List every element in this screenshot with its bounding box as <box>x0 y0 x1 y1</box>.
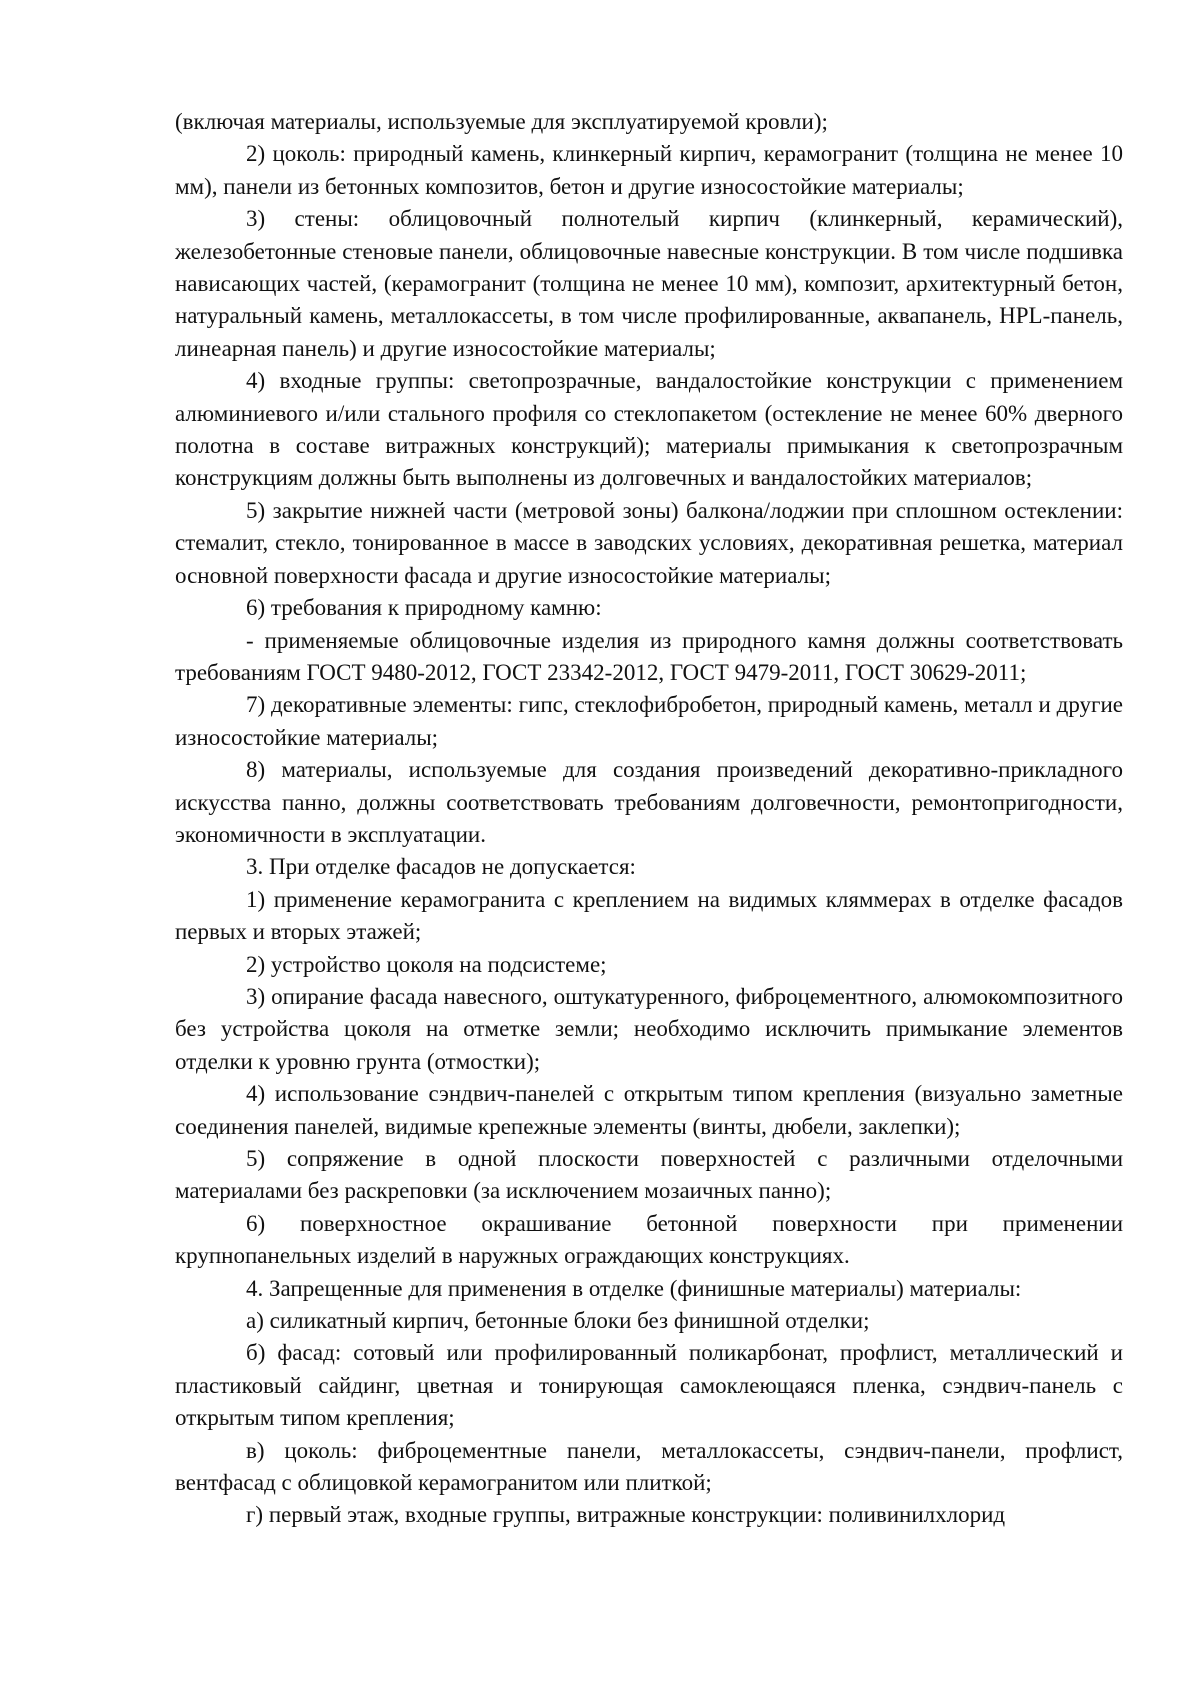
paragraph-balcony-closure: 5) закрытие нижней части (метровой зоны) балкона/лоджии при сплошном остеклении: стемалит, стекло, тонированное в массе в заводских условиях, декоративная решетка, материал основной поверхности фасада и другие износостойкие материалы; <box>175 497 1123 588</box>
document-page <box>175 106 1123 1532</box>
paragraph-first-floor-prohibited: г) первый этаж, входные группы, витражные конструкции: поливинилхлорид <box>246 1502 1006 1528</box>
paragraph-section-4-heading: 4. Запрещенные для применения в отделке (финишные материалы) материалы: <box>246 1275 1022 1301</box>
paragraph-plinth-subsystem: 2) устройство цоколя на подсистеме; <box>246 951 607 977</box>
paragraph-silicate-brick: а) силикатный кирпич, бетонные блоки без финишной отделки; <box>246 1308 870 1334</box>
paragraph-facade-prohibited: б) фасад: сотовый или профилированный поликарбонат, профлист, металлический и пластиковый сайдинг, цветная и тонирующая самоклеющаяся пленка, сэндвич-панель с открытым типом крепления; <box>175 1340 1123 1431</box>
paragraph-natural-stone-requirements: 6) требования к природному камню: <box>246 595 602 621</box>
paragraph-sandwich-panels: 4) использование сэндвич-панелей с открытым типом крепления (визуально заметные соединения панелей, видимые крепежные элементы (винты, дюбели, заклепки); <box>175 1081 1123 1139</box>
paragraph-decorative-art-materials: 8) материалы, используемые для создания произведений декоративно-прикладного искусства панно, должны соответствовать требованиям долговечности, ремонтопригодности, экономичности в эксплуатации. <box>175 757 1123 847</box>
paragraph-roof-continuation: (включая материалы, используемые для эксплуатируемой кровли); <box>175 109 828 134</box>
paragraph-facade-support: 3) опирание фасада навесного, оштукатуренного, фиброцементного, алюмокомпозитного без устройства цоколя на отметке земли; необходимо исключить примыкание элементов отделки к уровню грунта (отмостки); <box>175 983 1123 1074</box>
paragraph-gost-requirements: - применяемые облицовочные изделия из природного камня должны соответствовать требованиям ГОСТ 9480-2012, ГОСТ 23342-2012, ГОСТ 9479-2011, ГОСТ 30629-2011; <box>175 627 1123 685</box>
paragraph-wall-materials: 3) стены: облицовочный полнотелый кирпич (клинкерный, керамический), железобетонные стеновые панели, облицовочные навесные конструкции. В том числе подшивка нависающих частей, (керамогранит (толщина не менее 10 мм), композит, архитектурный бетон, натуральный камень, металлокассеты, в том числе профилированные, аквапанель, HPL-панель, линеарная панель) и другие износостойкие материалы; <box>175 206 1123 361</box>
paragraph-porcelain-clamps: 1) применение керамогранита с креплением на видимых кляммерах в отделке фасадов первых и вторых этажей; <box>175 886 1123 945</box>
paragraph-entrance-groups: 4) входные группы: светопрозрачные, вандалостойкие конструкции с применением алюминиевого и/или стального профиля со стеклопакетом (остекление не менее 60% дверного полотна в составе витражных конструкций); материалы примыкания к светопрозрачным конструкциям должны быть выполнены из долговечных и вандалостойких материалов; <box>175 368 1123 491</box>
paragraph-surface-junction: 5) сопряжение в одной плоскости поверхностей с различными отделочными материалами без раскреповки (за исключением мозаичных панно); <box>175 1146 1123 1204</box>
paragraph-decorative-elements: 7) декоративные элементы: гипс, стеклофибробетон, природный камень, металл и другие износостойкие материалы; <box>175 692 1123 750</box>
paragraph-concrete-painting: 6) поверхностное окрашивание бетонной поверхности при применении крупнопанельных изделий в наружных ограждающих конструкциях. <box>175 1210 1123 1269</box>
paragraph-plinth-prohibited: в) цоколь: фиброцементные панели, металлокассеты, сэндвич-панели, профлист, вентфасад с облицовкой керамогранитом или плиткой; <box>175 1437 1123 1496</box>
paragraph-section-3-heading: 3. При отделке фасадов не допускается: <box>246 854 636 880</box>
paragraph-plinth-materials: 2) цоколь: природный камень, клинкерный кирпич, керамогранит (толщина не менее 10 мм), панели из бетонных композитов, бетон и другие износостойкие материалы; <box>175 141 1123 199</box>
